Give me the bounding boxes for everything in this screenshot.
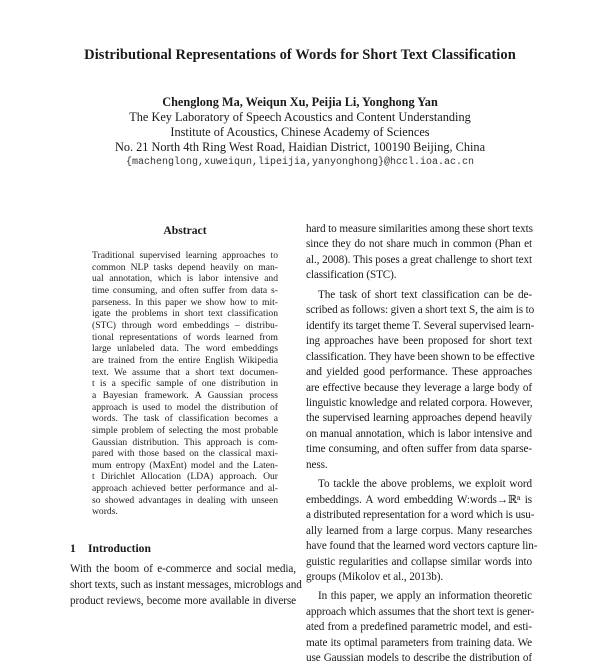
- text-line: have found that the learned word vectors capture lin-: [306, 540, 538, 553]
- text-line: classification. They have been shown to be effective: [306, 350, 535, 363]
- author-names: Chenglong Ma, Weiqun Xu, Peijia Li, Yonghong Yan: [162, 95, 438, 109]
- paper-title: Distributional Representations of Words for Short Text Classification: [84, 47, 516, 63]
- text-line: identify its target theme T. Several supervised learn-: [306, 319, 535, 332]
- text-line: since they do not share much in common (Phan et: [306, 238, 532, 251]
- text-line: ally learned from a large corpus. Many researches: [306, 524, 532, 537]
- text-line: parseness. In this paper we show how to mit-: [92, 296, 278, 308]
- text-line: t is a specific sample of one distribution in: [92, 378, 278, 390]
- text-line: product reviews, become more available in diverse: [70, 594, 296, 607]
- text-line: mum entropy (MaxEnt) model and the Laten-: [92, 459, 278, 471]
- text-line: To tackle the above problems, we exploit word: [318, 478, 532, 491]
- text-line: large unlabeled data. The word embeddings: [92, 343, 278, 355]
- text-line: approach which assumes that the short text is gener-: [306, 605, 535, 618]
- paragraph: [306, 222, 532, 284]
- text-line: approach achieved better performance and al-: [92, 483, 278, 495]
- text-line: With the boom of e-commerce and social media,: [70, 563, 296, 575]
- text-line: a distributed representation for a word which is usu-: [306, 509, 535, 522]
- abstract-body: [92, 250, 278, 518]
- introduction-text-left: [70, 562, 302, 609]
- text-line: hard to measure similarities among these short texts: [306, 223, 533, 235]
- text-line: classification (STC).: [306, 269, 397, 282]
- section-heading-introduction: [70, 542, 151, 555]
- text-line: and yielded good performance. These approaches: [306, 366, 532, 379]
- text-line: are effective because they leverage a large body of: [306, 381, 532, 394]
- paragraph: [306, 589, 535, 666]
- text-line: are trained from the entire English Wikipedia: [92, 354, 278, 366]
- author-emails: {machenglong,xuweiqun,lipeijia,yanyonghong}@hccl.ioa.ac.cn: [125, 157, 475, 168]
- text-line: so showed advantages in dealing with unseen: [92, 494, 278, 506]
- text-line: guistic regularities and collapse similar words into: [306, 555, 532, 568]
- text-line: short texts, such as instant messages, microblogs and: [70, 578, 302, 591]
- text-line: approach is used to model the distribution of: [92, 401, 278, 413]
- text-line: (STC) through word embeddings – distribu-: [92, 319, 278, 331]
- text-line: use Gaussian models to describe the distribution of: [306, 652, 532, 665]
- text-line: groups (Mikolov et al., 2013b).: [306, 570, 444, 583]
- section-number: 1: [70, 542, 76, 555]
- text-line: time consuming, and often suffer from data sparse-: [306, 443, 532, 456]
- text-line: ing approaches have been proposed for short text: [306, 335, 532, 348]
- affiliation-line-1: The Key Laboratory of Speech Acoustics and Content Understanding: [129, 110, 471, 124]
- text-line: Gaussian distribution. This approach is com-: [92, 436, 278, 448]
- text-line: words.: [92, 506, 118, 518]
- text-line: ated from a predefined parametric model, and esti-: [306, 621, 532, 634]
- text-line: scribed as follows: given a short text S, the aim is to: [306, 304, 535, 317]
- text-line: on manual annotation, which is labor intensive and: [306, 427, 532, 440]
- text-line: t Dirichlet Allocation (LDA) approach. Our: [92, 471, 278, 483]
- text-line: text. We assume that a short text documen-: [92, 366, 278, 378]
- text-line: ual annotation, which is labor intensive and: [92, 273, 278, 285]
- text-line: time consuming, and often suffer from data s-: [92, 284, 278, 296]
- text-line: simple problem of selecting the most probable: [92, 424, 278, 436]
- text-line: a Bayesian framework. A Gaussian process: [92, 389, 278, 401]
- text-line: words. The task of classification becomes a: [92, 413, 278, 425]
- text-line: al., 2008). This poses a great challenge to short text: [306, 253, 532, 266]
- text-line: The task of short text classification can be de-: [318, 288, 532, 301]
- text-line: linguistic knowledge and related corpora. However,: [306, 396, 533, 409]
- affiliation-line-2: Institute of Acoustics, Chinese Academy of Sciences: [170, 125, 430, 139]
- author-block: [0, 95, 600, 170]
- section-title: Introduction: [88, 542, 151, 555]
- abstract-heading: Abstract: [163, 224, 207, 237]
- text-line: the supervised learning approaches depend heavily: [306, 412, 532, 425]
- text-line: mate its optimal parameters from training data. We: [306, 636, 532, 649]
- text-line: tional representations of words learned from: [92, 331, 278, 343]
- paragraph: [306, 477, 538, 585]
- text-line: common NLP tasks depend heavily on man-: [92, 261, 278, 273]
- paragraph: [306, 288, 535, 473]
- text-line: embeddings. A word embedding W:words→ℝⁿ is: [306, 493, 532, 506]
- text-line: Traditional supervised learning approaches to: [92, 250, 278, 261]
- text-line: In this paper, we apply an information theoretic: [318, 590, 532, 603]
- text-line: ness.: [306, 458, 328, 471]
- text-line: pared with those based on the classical maxi-: [92, 448, 278, 460]
- affiliation-line-3: No. 21 North 4th Ring West Road, Haidian District, 100190 Beijing, China: [114, 140, 486, 154]
- text-line: igate the problems in short text classification: [92, 308, 278, 320]
